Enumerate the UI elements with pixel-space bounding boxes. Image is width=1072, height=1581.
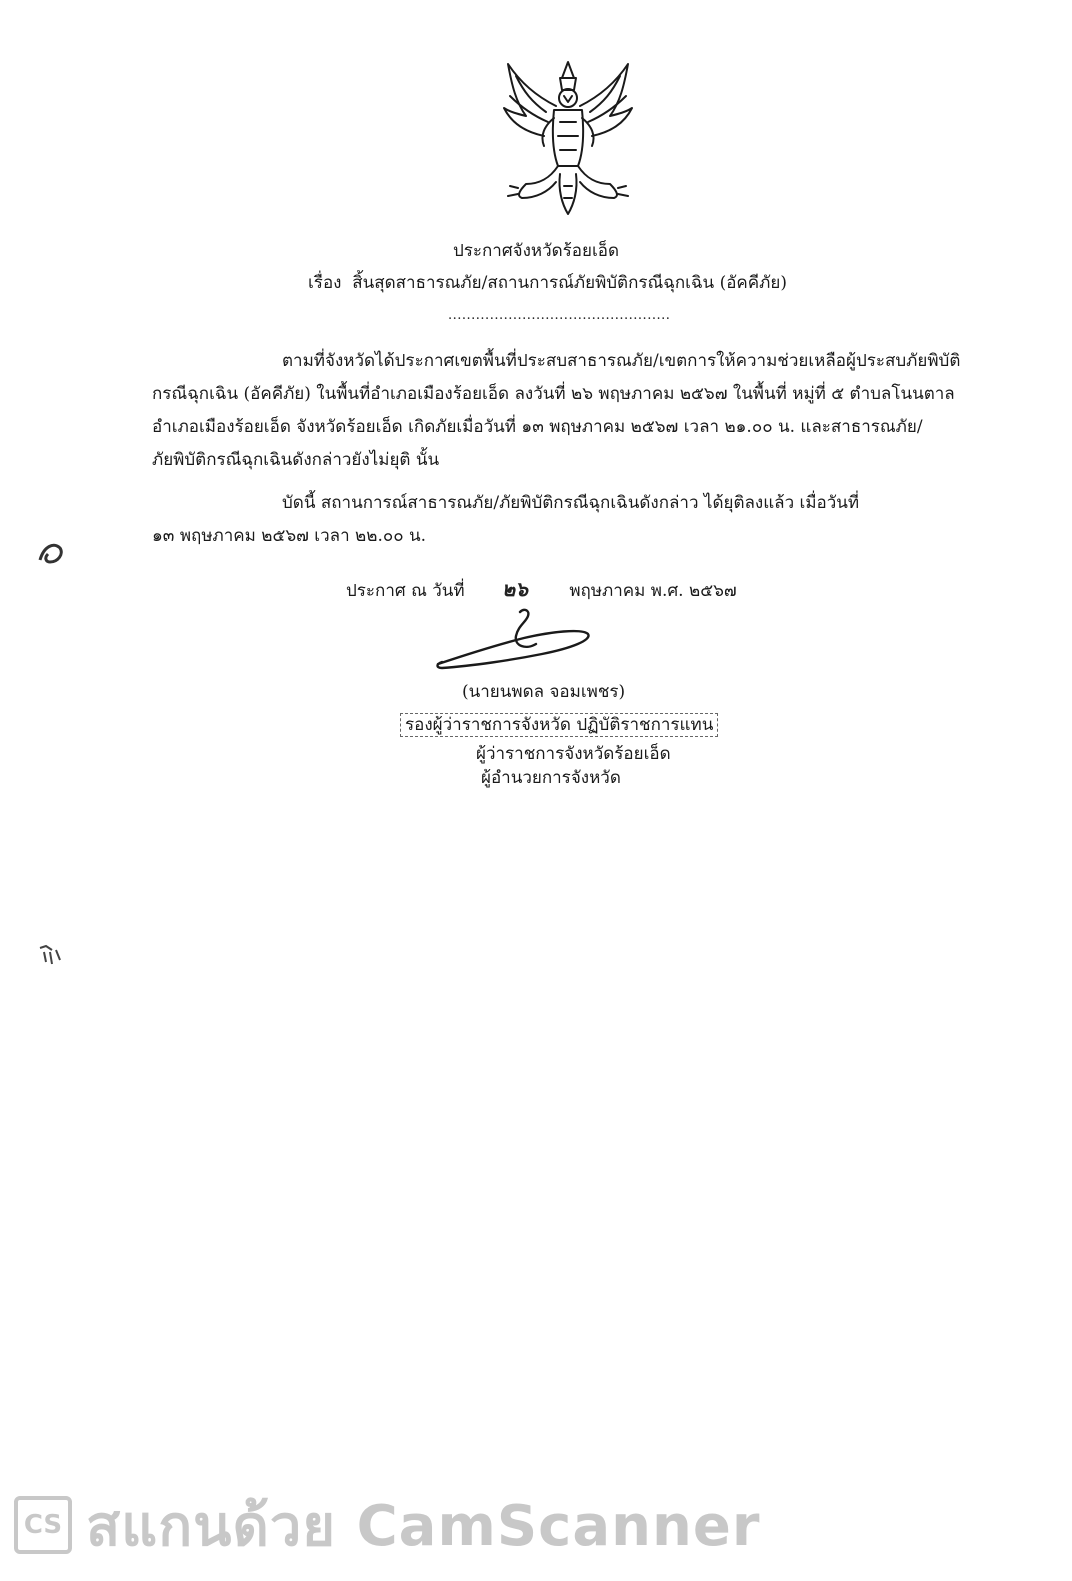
paragraph-1-line-3: อำเภอเมืองร้อยเอ็ด จังหวัดร้อยเอ็ด เกิดภัยเมื่อวันที่ ๑๓ พฤษภาคม ๒๕๖๗ เวลา ๒๑.๐๐ น. และสาธารณภัย/ — [152, 417, 923, 437]
handwritten-day: ๒๖ — [502, 577, 528, 601]
signature-icon — [432, 606, 602, 674]
scan-speck — [36, 942, 64, 966]
paragraph-1-line-1: ตามที่จังหวัดได้ประกาศเขตพื้นที่ประสบสาธารณภัย/เขตการให้ความช่วยเหลือผู้ประสบภัยพิบัติ — [282, 351, 961, 371]
subject-prefix: เรื่อง — [308, 273, 342, 293]
paragraph-1-line-2: กรณีฉุกเฉิน (อัคคีภัย) ในพื้นที่อำเภอเมืองร้อยเอ็ด ลงวันที่ ๒๖ พฤษภาคม ๒๕๖๗ ในพื้นที่ หมู่ที่ ๕ ตำบลโนนตาล — [152, 384, 955, 404]
announcement-month-year: พฤษภาคม พ.ศ. ๒๕๖๗ — [569, 581, 737, 601]
garuda-emblem-icon — [496, 56, 640, 220]
camscanner-watermark: สแกนด้วย CamScanner — [86, 1494, 761, 1559]
scan-speck — [36, 540, 66, 566]
document-title: ประกาศจังหวัดร้อยเอ็ด — [452, 241, 620, 261]
announcement-prefix: ประกาศ ณ วันที่ — [346, 581, 465, 601]
signatory-position: รองผู้ว่าราชการจังหวัด ปฏิบัติราชการแทน — [400, 713, 718, 737]
signatory-name: (นายนพดล จอมเพชร) — [462, 682, 626, 702]
paragraph-2-line-1: บัดนี้ สถานการณ์สาธารณภัย/ภัยพิบัติกรณีฉุกเฉินดังกล่าว ได้ยุติลงแล้ว เมื่อวันที่ — [282, 493, 860, 513]
header-divider: ................................................ — [448, 308, 671, 323]
signatory-office: ผู้ว่าราชการจังหวัดร้อยเอ็ด — [476, 744, 671, 764]
signatory-role: ผู้อำนวยการจังหวัด — [481, 768, 621, 788]
subject-line — [308, 272, 787, 294]
announcement-date — [346, 578, 737, 602]
paragraph-1-line-4: ภัยพิบัติกรณีฉุกเฉินดังกล่าวยังไม่ยุติ นั้น — [152, 450, 440, 470]
subject-text: สิ้นสุดสาธารณภัย/สถานการณ์ภัยพิบัติกรณีฉุกเฉิน (อัคคีภัย) — [352, 273, 787, 293]
camscanner-logo-icon: CS — [14, 1496, 72, 1554]
paragraph-2-line-2: ๑๓ พฤษภาคม ๒๕๖๗ เวลา ๒๒.๐๐ น. — [152, 526, 427, 546]
